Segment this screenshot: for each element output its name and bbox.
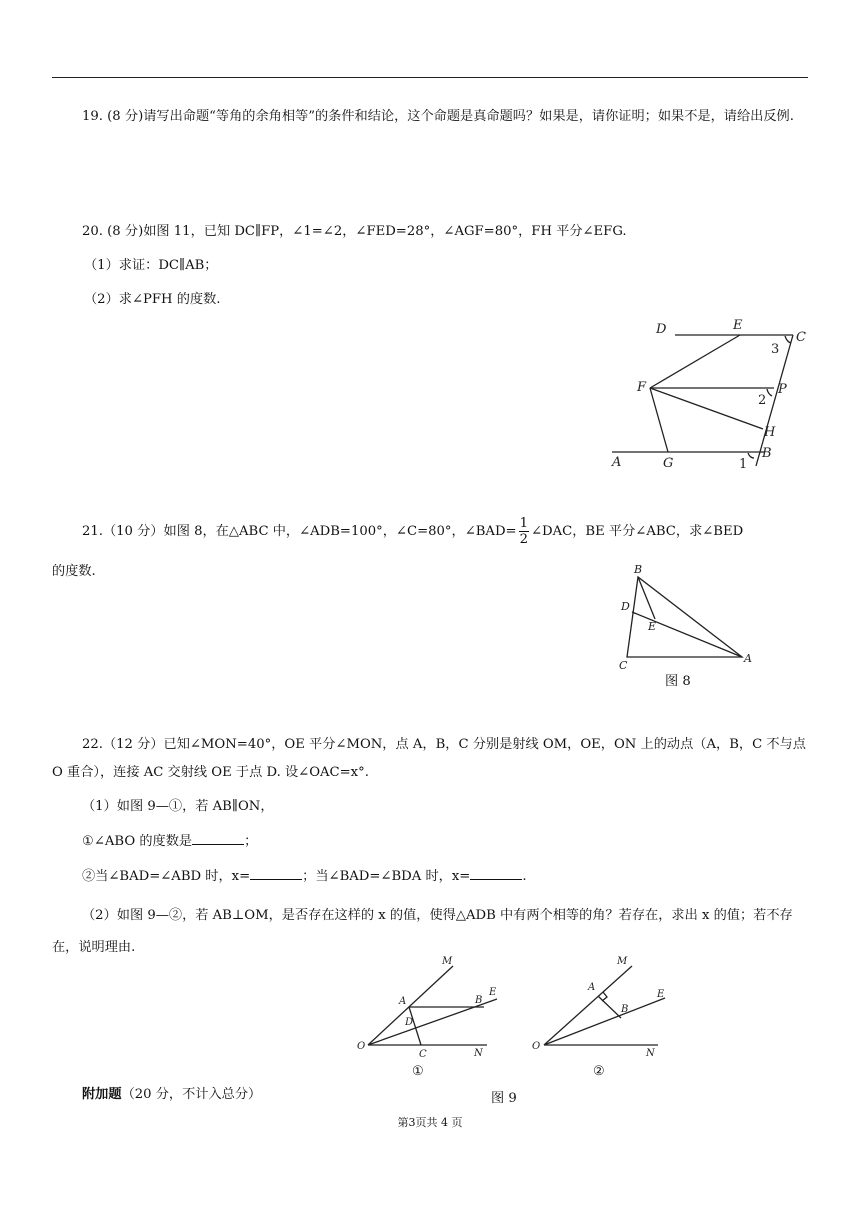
fig11-label-3: 3 bbox=[771, 342, 780, 357]
fig9-1-label-d: D bbox=[405, 1017, 414, 1028]
fig8-label-a: A bbox=[744, 652, 752, 665]
fig11-label-1: 1 bbox=[739, 457, 748, 472]
fig9-2-label-e: E bbox=[657, 989, 665, 1000]
fig9-1-label-c: C bbox=[419, 1049, 427, 1060]
fraction-numerator: 1 bbox=[519, 516, 528, 531]
fig8-label-c: C bbox=[619, 659, 628, 672]
question-21-stem-end: 的度数. bbox=[52, 564, 96, 579]
fig11-label-c: C bbox=[796, 330, 806, 345]
fig9-2-label-n: N bbox=[646, 1048, 655, 1059]
figure-8-caption: 图 8 bbox=[665, 674, 691, 689]
question-21-stem-b: ∠DAC，BE 平分∠ABC，求∠BED bbox=[530, 524, 744, 539]
question-22-sub2-b: ；当∠BAD=∠BDA 时，x= bbox=[302, 869, 471, 884]
fig11-label-h: H bbox=[764, 425, 776, 440]
fig11-label-d: D bbox=[656, 322, 667, 337]
fig11-label-f: F bbox=[637, 380, 647, 395]
question-22-sub2-a: ②当∠BAD=∠ABD 时，x= bbox=[82, 869, 251, 884]
fig9-1-label-b: B bbox=[475, 995, 483, 1006]
fig11-label-b: B bbox=[762, 446, 772, 461]
question-22-part2: （2）如图 9—②，若 AB⊥OM，是否存在这样的 x 的值，使得△ADB 中有两个相等的角？若存在，求出 x 的值；若不存在，说明理由. bbox=[52, 908, 793, 955]
fig9-1-label-e: E bbox=[489, 987, 497, 998]
question-22-sub1-a: ①∠ABO 的度数是 bbox=[82, 834, 193, 849]
fig11-label-e: E bbox=[733, 318, 743, 333]
question-22-sub2-c: . bbox=[522, 869, 527, 884]
fig9-1-label-n: N bbox=[474, 1048, 483, 1059]
question-20-part1: （1）求证：DC∥AB； bbox=[84, 258, 218, 273]
question-22-part1: （1）如图 9—①，若 AB∥ON， bbox=[82, 799, 274, 814]
fig9-1-label-a: A bbox=[399, 996, 407, 1007]
fig9-2-label-m: M bbox=[617, 956, 628, 967]
question-21-stem-a: 21.（10 分）如图 8，在△ABC 中，∠ADB=100°，∠C=80°，∠BAD= bbox=[82, 524, 517, 539]
extra-question-heading bbox=[82, 1085, 261, 1105]
fraction-denominator: 2 bbox=[519, 532, 528, 547]
fig11-label-a: A bbox=[612, 455, 622, 470]
fig9-2-label-o: O bbox=[532, 1041, 541, 1052]
figure-9-1-caption: ① bbox=[412, 1064, 424, 1079]
fig9-1-label-m: M bbox=[442, 956, 453, 967]
fig9-2-label-a: A bbox=[588, 982, 596, 993]
question-19: 19. (8 分)请写出命题“等角的余角相等”的条件和结论，这个命题是真命题吗？如果是，请你证明；如果不是，请给出反例. bbox=[82, 109, 794, 124]
question-22-stem: 22.（12 分）已知∠MON=40°，OE 平分∠MON，点 A，B，C 分别是射线 OM，OE，ON 上的动点（A，B，C 不与点 O 重合），连接 AC 交射线 OE 于点 D. 设∠OAC=x°. bbox=[52, 737, 806, 780]
figure-9-caption: 图 9 bbox=[491, 1091, 517, 1106]
fig11-label-g: G bbox=[663, 456, 674, 471]
question-20-stem: 20. (8 分)如图 11，已知 DC∥FP，∠1=∠2，∠FED=28°，∠AGF=80°，FH 平分∠EFG. bbox=[82, 224, 627, 239]
fig8-label-b: B bbox=[634, 563, 643, 576]
page-footer: 第3页共 4 页 bbox=[397, 1116, 463, 1129]
extra-question-title: 附加题 bbox=[82, 1087, 122, 1102]
fig9-2-label-b: B bbox=[621, 1004, 629, 1015]
extra-question-note: （20 分，不计入总分） bbox=[121, 1087, 262, 1102]
question-20-part2: （2）求∠PFH 的度数. bbox=[84, 292, 221, 307]
fig9-1-label-o: O bbox=[357, 1041, 366, 1052]
question-22-sub1-b: ； bbox=[244, 834, 258, 849]
fig8-label-d: D bbox=[621, 600, 630, 613]
figure-9-2-caption: ② bbox=[593, 1064, 605, 1079]
fig11-label-p: P bbox=[778, 382, 787, 397]
fig8-label-e: E bbox=[648, 620, 657, 633]
fig11-label-2: 2 bbox=[758, 393, 767, 408]
